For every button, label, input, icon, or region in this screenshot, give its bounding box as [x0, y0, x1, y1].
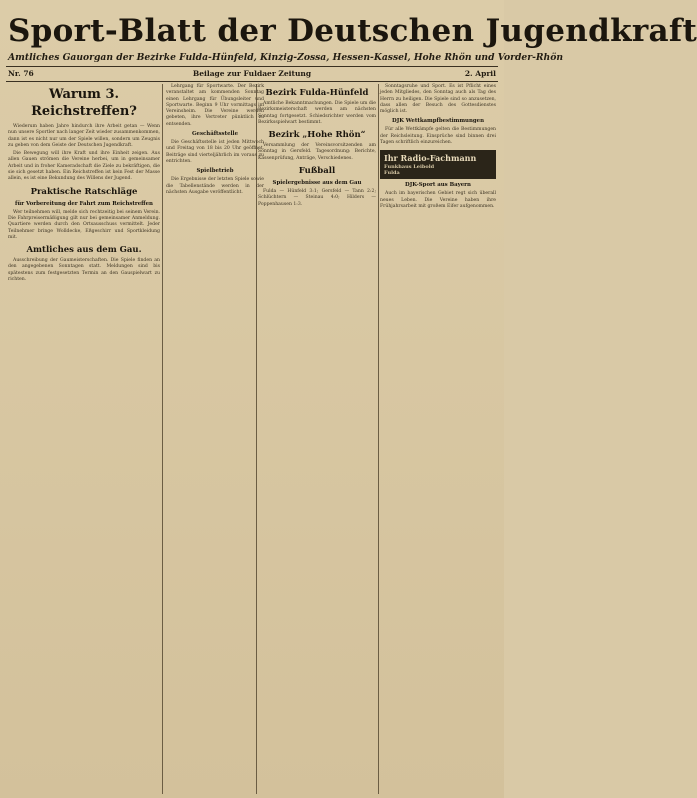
bavaria-title: DJK-Sport aus Bayern — [405, 182, 471, 189]
article-body: Sonntagsruhe und Sport. Es ist Pflicht eines jeden Mitgliedes, den Sonntag auch als Tag des Herrn zu heiligen. Die Spiele sind so anzusetzen, dass allen der Besuch des Gottesdienstes möglich ist. — [380, 84, 496, 115]
district-title: Bezirk Fulda-Hünfeld — [265, 88, 369, 98]
section-subtitle: für Vorbereitung der Fahrt zum Reichstreffen — [15, 200, 153, 207]
masthead-title: Sport-Blatt der Deutschen Jugendkraft — [8, 13, 697, 49]
radio-advertisement — [380, 150, 496, 179]
issue-date: 2. April — [464, 69, 496, 78]
issue-bar — [8, 69, 496, 81]
district-title: Bezirk „Hohe Rhön“ — [268, 130, 366, 141]
bavaria-body: Auch im bayerischen Gebiet regt sich überall neues Leben. Die Vereine haben ihre Frühjahrsarbeit mit großem Eifer aufgenommen. — [380, 191, 496, 209]
football-title: Fußball — [298, 166, 336, 177]
section-body: Für alle Wettkämpfe gelten die Bestimmungen der Reichsleitung. Einsprüche sind binnen drei Tagen schriftlich einzureichen. — [380, 127, 496, 146]
results-title: Spielbetrieb — [196, 168, 234, 175]
column-2 — [166, 84, 264, 796]
ad-note: Fulda — [384, 170, 400, 177]
football-results: Fulda — Hünfeld 3:1; Gersfeld — Tann 2:2; Schlüchtern — Steinau 4:0; Hilders — Poppenhausen 1:3. — [258, 189, 376, 207]
issue-number: Nr. 76 — [8, 69, 34, 78]
ad-name: Ihr Radio-Fachmann — [384, 153, 477, 164]
section-title: DJK Wettkampfbestimmungen — [392, 118, 484, 125]
section-body: Die Geschäftsstelle ist jeden Mittwoch und Freitag von 18 bis 20 Uhr geöffnet. Beiträge sind vierteljährlich im voraus zu entrichten. — [166, 140, 264, 164]
notice-body: Ausschreibung der Gaumeisterschaften. Die Spiele finden an den angegebenen Sonntagen statt. Meldungen sind bis spätestens zum festgesetzten Termin an den Gauspielwart zu richten. — [8, 258, 160, 283]
section-title: Geschäftsstelle — [191, 131, 239, 138]
issue-supplement: Beilage zur Fuldaer Zeitung — [192, 69, 312, 78]
section-title: Praktische Ratschläge — [30, 186, 138, 197]
column-3 — [258, 84, 376, 796]
ad-company: Funkhaus Leibold — [384, 164, 435, 171]
column-divider — [378, 84, 379, 794]
district-body: Amtliche Bekanntmachungen. Die Spiele um die Bezirksmeisterschaft werden am nächsten Sonntag fortgesetzt. Schiedsrichter werden vom Bezirksspielwart bestimmt. — [258, 101, 376, 125]
notice-title: Amtliches aus dem Gau. — [26, 245, 142, 256]
divider — [6, 66, 498, 67]
article-body: Lehrgang für Sportwarte. Der Bezirk veranstaltet am kommenden Sonntag einen Lehrgang für Übungsleiter und Sportwarte. Beginn 9 Uhr vormittags im Vereinsheim. Die Vereine werden gebeten, ihre Vertreter pünktlich zu entsenden. — [166, 84, 264, 127]
article-intro: Wiederum haben Jahre hindurch ihre Arbeit getan — Wenn nun unsere Sportler nach langer Zeit wieder zusammenkommen, dann ist es nicht nur um der Spiele willen, sondern um Zeugnis zu geben von dem Geiste der Deutschen Jugendkraft. — [8, 124, 160, 148]
divider — [6, 81, 498, 82]
masthead-subtitle: Amtliches Gauorgan der Bezirke Fulda-Hünfeld, Kinzig-Zossa, Hessen-Kassel, Hohe Rhön und Vorder-Rhön — [8, 52, 564, 63]
results-body: Die Ergebnisse der letzten Spiele sowie die Tabellenstände werden in der nächsten Ausgabe veröffentlicht. — [166, 177, 264, 195]
article-body: Die Bewegung will ihre Kraft und ihre Einheit zeigen. Aus allen Gauen strömen die Vereine herbei, um in gemeinsamer Arbeit und in froher Kameradschaft die Ziele zu bekräftigen, die sie sich gesetzt haben. Ein Reichstreffen ist kein Fest der Masse allein, es ist eine Bekundung des Willens der Jugend. — [8, 151, 160, 182]
column-divider — [162, 84, 163, 794]
column-1 — [8, 84, 160, 796]
column-4 — [380, 84, 496, 796]
football-subtitle: Spielergebnisse aus dem Gau — [272, 180, 362, 187]
section-body: Wer teilnehmen will, melde sich rechtzeitig bei seinem Verein. Die Fahrpreisermäßigung gilt nur bei gemeinsamer Anmeldung. Quartiere werden durch den Ortsausschuss vermittelt. Jeder Teilnehmer bringe Wolldecke, Eßgeschirr und Sportkleidung mit. — [8, 209, 160, 240]
headline: Warum 3. Reichstreffen? — [31, 87, 137, 119]
district-body: Versammlung der Vereinsvorsitzenden am Sonntag in Gersfeld. Tagesordnung: Berichte, Kassenprüfung, Anträge, Verschiedenes. — [258, 143, 376, 161]
